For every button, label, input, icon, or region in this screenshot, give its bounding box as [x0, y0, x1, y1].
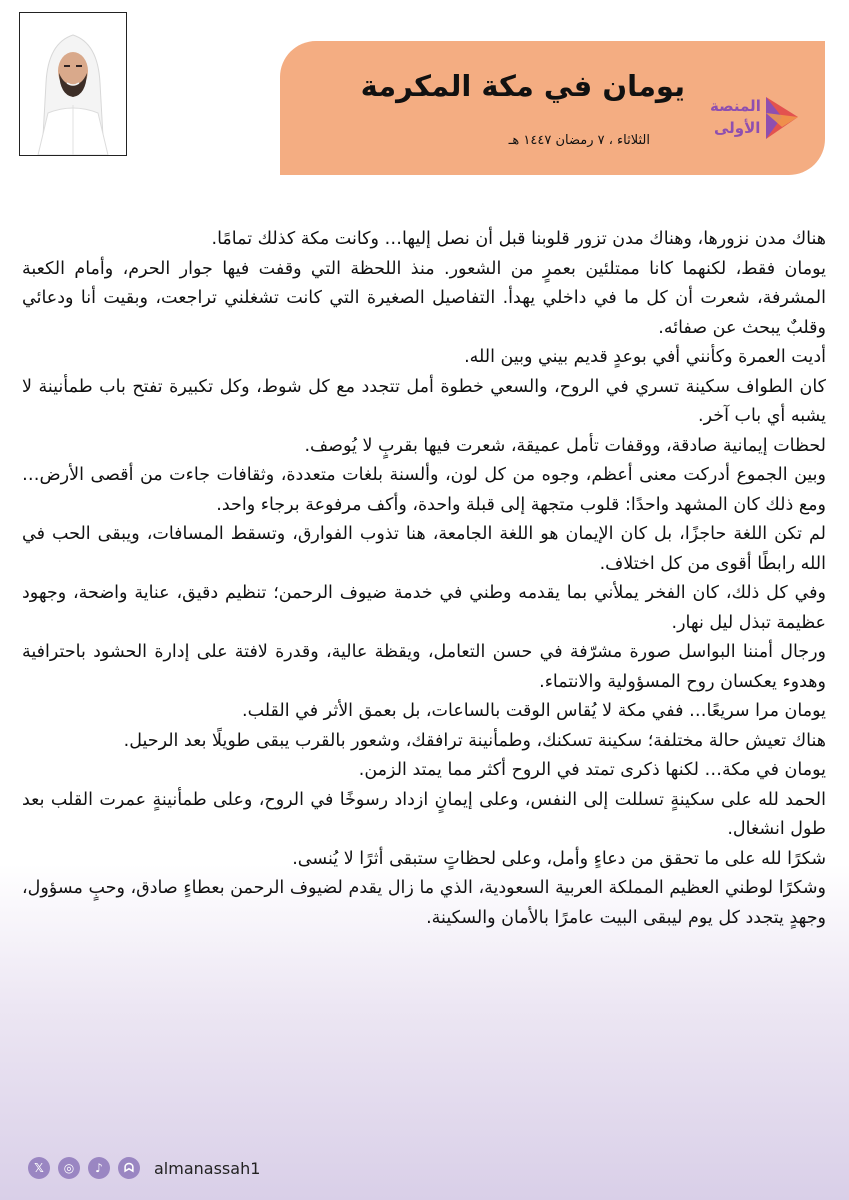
snapchat-icon[interactable]: ᗣ	[118, 1157, 140, 1179]
paragraph: وفي كل ذلك، كان الفخر يملأني بما يقدمه وطني في خدمة ضيوف الرحمن؛ تنظيم دقيق، عناية واضحة، وجهود عظيمة تبذل ليل نهار.	[22, 583, 826, 633]
tiktok-icon[interactable]: ♪	[88, 1157, 110, 1179]
logo-text-line2: الأولى	[714, 119, 761, 137]
logo-text-line1: المنصة	[710, 97, 761, 115]
social-footer	[28, 1156, 260, 1180]
paragraph: الحمد لله على سكينةٍ تسللت إلى النفس، وعلى إيمانٍ ازداد رسوخًا في الروح، وعلى طمأنينةٍ عمرت القلب بعد طول انشغال.	[22, 789, 826, 839]
paragraph: لحظات إيمانية صادقة، ووقفات تأمل عميقة، شعرت فيها بقربٍ لا يُوصف.	[304, 435, 826, 456]
paragraph: يومان مرا سريعًا… ففي مكة لا يُقاس الوقت بالساعات، بل بعمق الأثر في القلب.	[242, 701, 826, 721]
paragraph: كان الطواف سكينة تسري في الروح، والسعي خطوة أمل تتجدد مع كل شوط، وكل تكبيرة تفتح باب طمأنينة لا يشبه أي باب آخر.	[22, 376, 826, 426]
logo-icon	[708, 83, 803, 151]
paragraph: هناك تعيش حالة مختلفة؛ سكينة تسكنك، وطمأنينة ترافقك، وشعور بالقرب يبقى طويلًا بعد الرحيل.	[123, 730, 826, 751]
author-portrait-icon	[20, 13, 126, 155]
article-body	[22, 225, 826, 933]
social-handle[interactable]: almanassah1	[154, 1158, 261, 1178]
author-photo	[19, 12, 127, 156]
publish-date: الثلاثاء ، ٧ رمضان ١٤٤٧ هـ	[508, 133, 650, 148]
page-title: يومان في مكة المكرمة	[360, 69, 685, 103]
x-icon[interactable]: 𝕏	[28, 1157, 50, 1179]
paragraph: يومان فقط، لكنهما كانا ممتلئين بعمرٍ من الشعور. منذ اللحظة التي وقفت فيها جوار الحرم، وأمام الكعبة المشرفة، شعرت أن كل ما في داخلي يهدأ. التفاصيل الصغيرة التي كانت تشغلني تراجعت، وبقيت أنا ودعائي وقلبٌ يبحث عن صفائه.	[22, 258, 826, 338]
paragraph: وبين الجموع أدركت معنى أعظم، وجوه من كل لون، وألسنة بلغات متعددة، وثقافات جاءت من أقصى الأرض… ومع ذلك كان المشهد واحدًا: قلوب متجهة إلى قبلة واحدة، وأكف مرفوعة برجاء واحد.	[22, 465, 826, 515]
paragraph: لم تكن اللغة حاجزًا، بل كان الإيمان هو اللغة الجامعة، هنا تذوب الفوارق، وتسقط المسافات، ويبقى الحب في الله رابطًا أقوى من كل اختلاف.	[22, 524, 826, 574]
instagram-icon[interactable]: ◎	[58, 1157, 80, 1179]
almanassah-logo	[708, 83, 803, 151]
paragraph: هناك مدن نزورها، وهناك مدن تزور قلوبنا قبل أن نصل إليها… وكانت مكة كذلك تمامًا.	[211, 229, 826, 249]
paragraph: يومان في مكة… لكنها ذكرى تمتد في الروح أكثر مما يمتد الزمن.	[358, 760, 826, 780]
paragraph: وشكرًا لوطني العظيم المملكة العربية السعودية، الذي ما زال يقدم لضيوف الرحمن بعطاءٍ صادق، وحبٍ مسؤول، وجهدٍ يتجدد كل يوم ليبقى البيت عامرًا بالأمان والسكينة.	[22, 878, 826, 928]
header-card	[280, 41, 825, 175]
paragraph: أديت العمرة وكأنني أفي بوعدٍ قديم بيني وبين الله.	[464, 347, 826, 367]
paragraph: شكرًا لله على ما تحقق من دعاءٍ وأمل، وعلى لحظاتٍ ستبقى أثرًا لا يُنسى.	[292, 848, 826, 869]
paragraph: ورجال أمننا البواسل صورة مشرّفة في حسن التعامل، ويقظة عالية، وقدرة لافتة على إدارة الحشود باحترافية وهدوء يعكسان روح المسؤولية والانتماء.	[22, 642, 826, 692]
